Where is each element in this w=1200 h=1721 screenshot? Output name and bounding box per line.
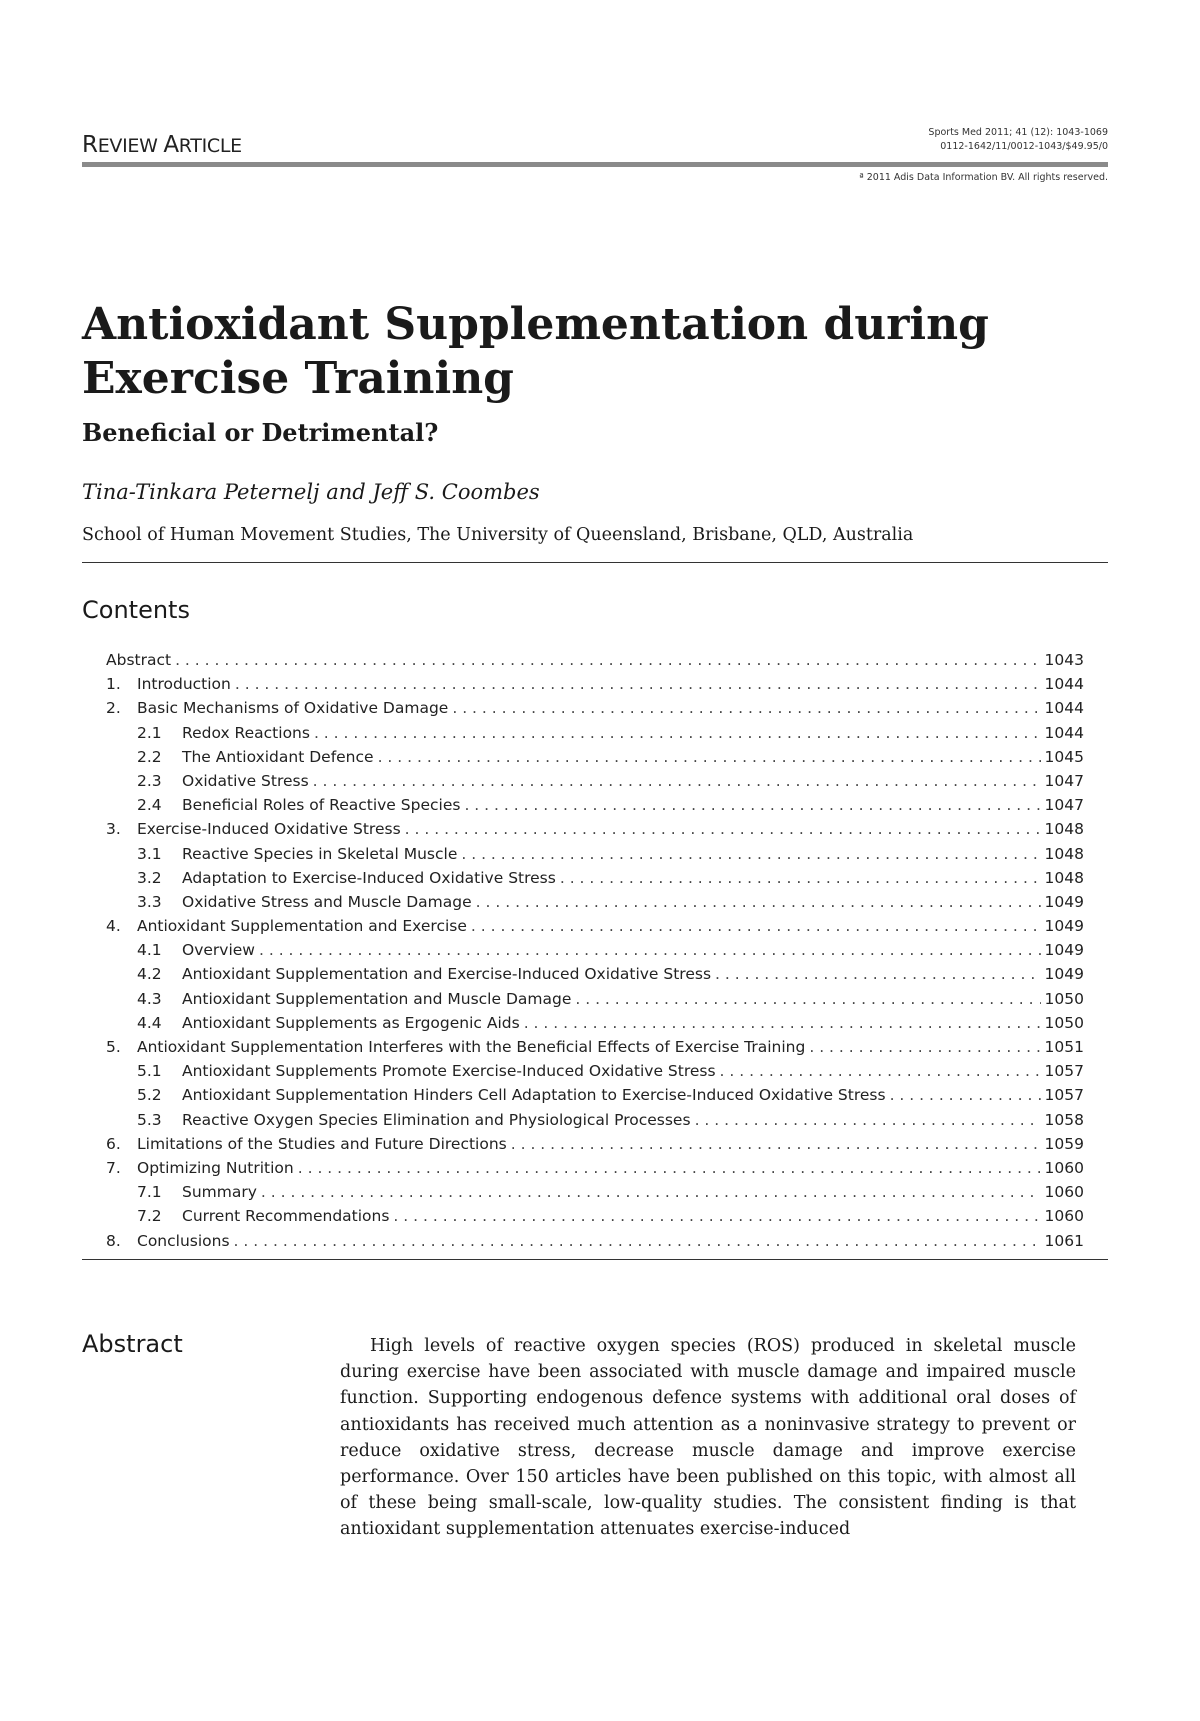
toc-entry-number: 4. (106, 917, 121, 936)
toc-entry[interactable] (106, 1083, 1084, 1107)
journal-header (82, 126, 1108, 156)
toc-leader-dots (715, 962, 1041, 986)
toc-entry[interactable] (106, 817, 1084, 841)
toc-leader-dots (452, 696, 1040, 720)
abstract-heading: Abstract (82, 1330, 183, 1358)
article-affiliation: School of Human Movement Studies, The University of Queensland, Brisbane, QLD, Australia (82, 525, 914, 545)
toc-entry-page: 1044 (1044, 675, 1084, 694)
copyright-notice: ª 2011 Adis Data Information BV. All rights reserved. (859, 172, 1108, 183)
toc-entry-label: Antioxidant Supplements Promote Exercise-Induced Oxidative Stress (182, 1062, 716, 1081)
toc-leader-dots (511, 1132, 1041, 1156)
toc-entry-page: 1049 (1044, 965, 1084, 984)
toc-entry-label: Beneficial Roles of Reactive Species (182, 796, 461, 815)
toc-entry[interactable] (106, 1035, 1084, 1059)
toc-entry-number: 3.3 (137, 892, 162, 911)
toc-entry-page: 1050 (1044, 1013, 1084, 1032)
toc-entry-page: 1050 (1044, 989, 1084, 1008)
toc-leader-dots (393, 1204, 1040, 1228)
toc-leader-dots (235, 672, 1041, 696)
toc-leader-dots (313, 769, 1041, 793)
toc-entry-label: The Antioxidant Defence (182, 747, 374, 766)
toc-entry[interactable] (106, 914, 1084, 938)
toc-leader-dots (259, 938, 1041, 962)
toc-leader-dots (461, 842, 1040, 866)
toc-entry-page: 1061 (1044, 1231, 1084, 1250)
toc-entry-label: Overview (182, 941, 255, 960)
toc-entry-number: 4.1 (137, 941, 162, 960)
toc-entry[interactable] (106, 1132, 1084, 1156)
toc-entry-page: 1047 (1044, 771, 1084, 790)
toc-entry-label: Antioxidant Supplementation and Exercise-Induced Oxidative Stress (182, 965, 712, 984)
toc-leader-dots (890, 1083, 1041, 1107)
toc-entry-label: Oxidative Stress and Muscle Damage (182, 892, 472, 911)
toc-leader-dots (695, 1108, 1041, 1132)
toc-entry-number: 2.4 (137, 796, 162, 815)
toc-leader-dots (809, 1035, 1040, 1059)
toc-entry[interactable] (106, 769, 1084, 793)
toc-leader-dots (476, 890, 1041, 914)
toc-entry-label: Reactive Species in Skeletal Muscle (182, 844, 458, 863)
table-of-contents (106, 648, 1084, 1253)
toc-entry[interactable] (106, 696, 1084, 720)
toc-entry-label: Antioxidant Supplementation and Muscle Damage (182, 989, 572, 1008)
toc-entry-number: 5.1 (137, 1062, 162, 1081)
toc-entry[interactable] (106, 1180, 1084, 1204)
toc-entry-number: 4.2 (137, 965, 162, 984)
toc-entry-number: 5.2 (137, 1086, 162, 1105)
toc-entry-page: 1060 (1044, 1207, 1084, 1226)
toc-leader-dots (378, 745, 1041, 769)
toc-entry[interactable] (106, 890, 1084, 914)
toc-entry-label: Antioxidant Supplementation Interferes with the Beneficial Effects of Exercise Training (137, 1038, 806, 1056)
toc-entry-label: Basic Mechanisms of Oxidative Damage (137, 699, 449, 718)
toc-entry-label: Optimizing Nutrition (137, 1158, 294, 1177)
toc-entry-label: Antioxidant Supplements as Ergogenic Aids (182, 1013, 520, 1032)
toc-entry-number: 8. (106, 1231, 121, 1250)
toc-leader-dots (298, 1156, 1041, 1180)
toc-entry-page: 1045 (1044, 747, 1084, 766)
toc-entry[interactable] (106, 962, 1084, 986)
toc-entry-page: 1057 (1044, 1086, 1084, 1105)
toc-entry-label: Antioxidant Supplementation Hinders Cell Adaptation to Exercise-Induced Oxidative Stress (182, 1086, 886, 1105)
toc-entry[interactable] (106, 842, 1084, 866)
toc-leader-dots (261, 1180, 1041, 1204)
journal-doi-line: 0112-1642/11/0012-1043/$49.95/0 (940, 141, 1108, 152)
section-divider (82, 562, 1108, 563)
toc-entry[interactable] (106, 745, 1084, 769)
toc-entry-number: 2.2 (137, 747, 162, 766)
toc-entry[interactable] (106, 793, 1084, 817)
toc-entry-page: 1047 (1044, 796, 1084, 815)
toc-entry-page: 1044 (1044, 699, 1084, 718)
toc-entry-number: 5.3 (137, 1110, 162, 1129)
toc-entry-number: 6. (106, 1134, 121, 1153)
toc-leader-dots (575, 987, 1040, 1011)
toc-entry-label: Abstract (106, 651, 172, 669)
toc-entry-number: 3.2 (137, 868, 162, 887)
toc-entry[interactable] (106, 1156, 1084, 1180)
toc-entry-page: 1057 (1044, 1062, 1084, 1081)
toc-leader-dots (175, 648, 1040, 672)
toc-entry-number: 2.3 (137, 771, 162, 790)
toc-entry-label: Exercise-Induced Oxidative Stress (137, 820, 401, 839)
toc-leader-dots (524, 1011, 1041, 1035)
toc-entry[interactable] (106, 1108, 1084, 1132)
toc-entry[interactable] (106, 1229, 1084, 1253)
article-authors: Tina-Tinkara Peternelj and Jeff S. Coombes (82, 480, 540, 504)
toc-entry-number: 4.4 (137, 1013, 162, 1032)
toc-leader-dots (405, 817, 1041, 841)
contents-heading: Contents (82, 596, 190, 624)
article-subtitle: Beneficial or Detrimental? (82, 418, 439, 447)
toc-entry-label: Reactive Oxygen Species Elimination and Physiological Processes (182, 1110, 691, 1129)
section-divider (82, 1259, 1108, 1260)
toc-entry[interactable] (106, 1059, 1084, 1083)
toc-entry-page: 1051 (1044, 1038, 1084, 1056)
toc-leader-dots (720, 1059, 1041, 1083)
header-rule (82, 162, 1108, 167)
toc-entry-number: 3. (106, 820, 121, 839)
toc-entry-label: Adaptation to Exercise-Induced Oxidative Stress (182, 868, 556, 887)
toc-entry-number: 4.3 (137, 989, 162, 1008)
toc-entry-number: 7.1 (137, 1183, 162, 1202)
toc-entry[interactable] (106, 1204, 1084, 1228)
toc-entry-page: 1048 (1044, 844, 1084, 863)
toc-entry-number: 3.1 (137, 844, 162, 863)
toc-leader-dots (471, 914, 1041, 938)
abstract-text: High levels of reactive oxygen species (ROS) produced in skeletal muscle during exercise have been associated with muscle damage and impaired muscle function. Supporting endogenous defence systems with additional oral doses of antioxidants has received much attention as a noninvasive strategy to prevent or reduce oxidative stress, decrease muscle damage and improve exercise performance. Over 150 articles have been published on this topic, with almost all of these being small-scale, low-quality studies. The consistent finding is that antioxidant supplementation attenuates exercise-induced (340, 1336, 1076, 1540)
toc-leader-dots (560, 866, 1041, 890)
toc-entry-page: 1060 (1044, 1183, 1084, 1202)
toc-entry-page: 1059 (1044, 1134, 1084, 1153)
toc-entry[interactable] (106, 1011, 1084, 1035)
toc-entry[interactable] (106, 648, 1084, 672)
toc-entry-number: 1. (106, 675, 121, 694)
toc-entry-number: 7. (106, 1158, 121, 1177)
toc-entry-label: Limitations of the Studies and Future Directions (137, 1134, 507, 1153)
toc-entry-label: Conclusions (137, 1231, 230, 1250)
toc-entry-label: Introduction (137, 675, 231, 694)
toc-entry-number: 2. (106, 699, 121, 718)
toc-entry-label: Redox Reactions (182, 723, 310, 742)
toc-entry-page: 1043 (1044, 651, 1084, 669)
toc-entry[interactable] (106, 866, 1084, 890)
toc-entry-page: 1048 (1044, 820, 1084, 839)
toc-entry-page: 1049 (1044, 917, 1084, 936)
toc-entry[interactable] (106, 938, 1084, 962)
toc-leader-dots (234, 1229, 1041, 1253)
journal-citation-line: Sports Med 2011; 41 (12): 1043-1069 (928, 127, 1108, 138)
toc-entry-number: 7.2 (137, 1207, 162, 1226)
toc-entry-page: 1058 (1044, 1110, 1084, 1129)
toc-entry-label: Antioxidant Supplementation and Exercise (137, 917, 467, 936)
toc-entry-page: 1060 (1044, 1158, 1084, 1177)
toc-entry-page: 1048 (1044, 868, 1084, 887)
toc-entry[interactable] (106, 987, 1084, 1011)
toc-leader-dots (464, 793, 1040, 817)
toc-entry[interactable] (106, 672, 1084, 696)
toc-entry-number: 5. (106, 1038, 121, 1056)
toc-entry[interactable] (106, 721, 1084, 745)
toc-entry-label: Oxidative Stress (182, 771, 309, 790)
toc-entry-page: 1049 (1044, 941, 1084, 960)
article-type-label: REVIEW ARTICLE (82, 132, 242, 158)
toc-entry-page: 1044 (1044, 723, 1084, 742)
toc-entry-label: Current Recommendations (182, 1207, 390, 1226)
toc-leader-dots (314, 721, 1041, 745)
toc-entry-number: 2.1 (137, 723, 162, 742)
journal-citation (928, 126, 1108, 154)
toc-entry-label: Summary (182, 1183, 257, 1202)
toc-entry-page: 1049 (1044, 892, 1084, 911)
article-title: Antioxidant Supplementation during Exercise Training (82, 299, 989, 404)
